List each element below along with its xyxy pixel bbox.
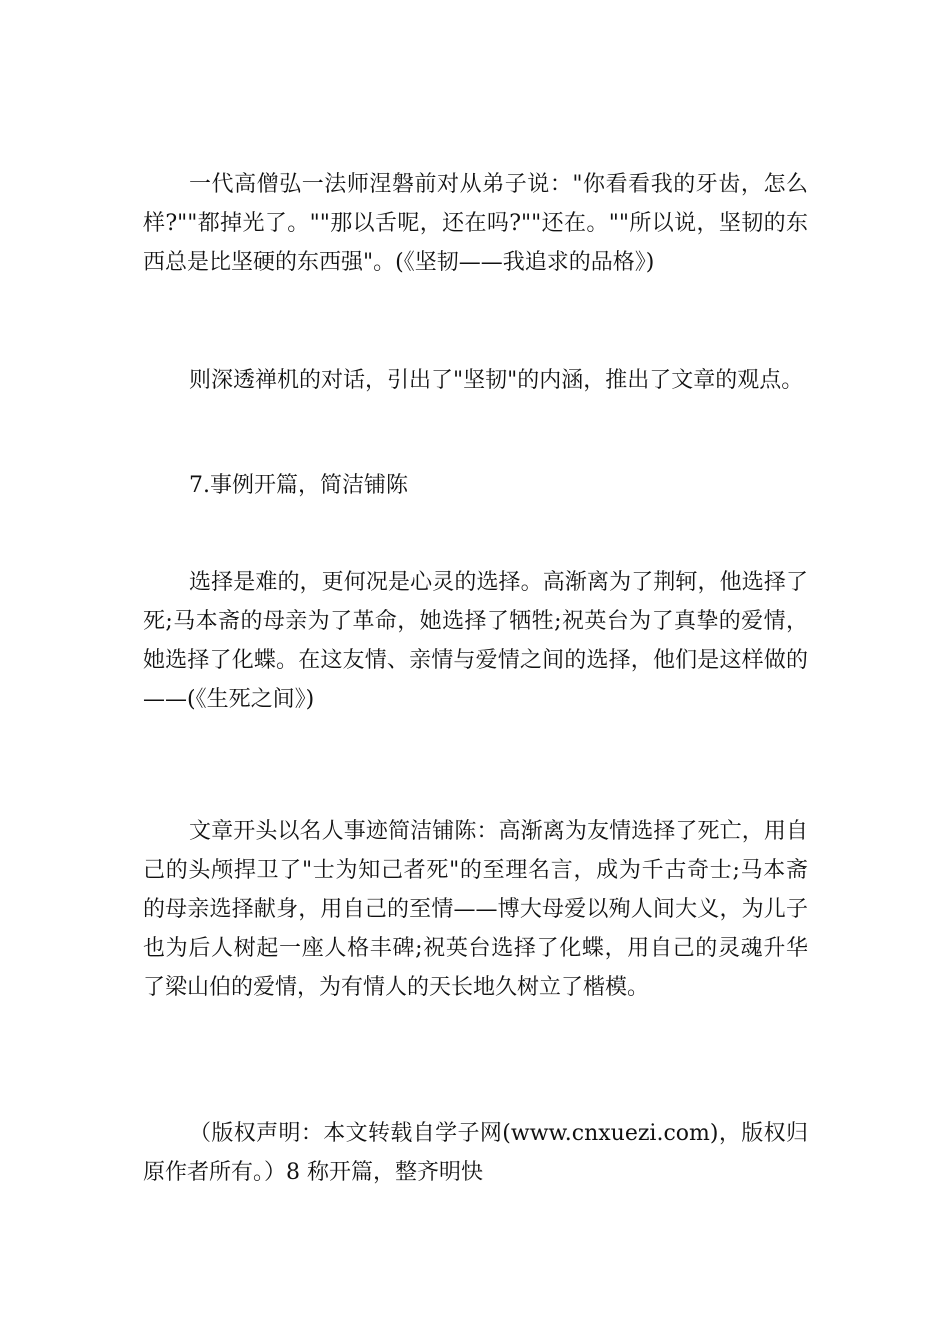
paragraph-commentary-2: 文章开头以名人事迹简洁铺陈：高渐离为友情选择了死亡，用自己的头颅捍卫了"士为知己者死"的至理名言，成为千古奇士;马本斋的母亲选择献身，用自己的至情——博大母爱以殉人间大义，为儿子也为后人树起一座人格丰碑;祝英台选择了化蝶，用自己的灵魂升华了梁山伯的爱情，为有情人的天长地久树立了楷模。 bbox=[143, 819, 808, 1000]
paragraph-commentary-1: 则深透禅机的对话，引出了"坚韧"的内涵，推出了文章的观点。 bbox=[189, 368, 804, 393]
paragraph-example-choice: 选择是难的，更何况是心灵的选择。高渐离为了荆轲，他选择了死;马本斋的母亲为了革命，她选择了牺牲;祝英台为了真挚的爱情，她选择了化蝶。在这友情、亲情与爱情之间的选择，他们是这样做的——(《生死之间》) bbox=[143, 570, 808, 712]
document-page bbox=[143, 0, 808, 1344]
paragraph-quote-hongyi: 一代高僧弘一法师涅磐前对从弟子说："你看看我的牙齿，怎么样?""都掉光了。""那以舌呢，还在吗?""还在。""所以说，坚韧的东西总是比坚硬的东西强"。(《坚韧——我追求的品格》) bbox=[143, 172, 808, 275]
section-heading-7: 7.事例开篇，简洁铺陈 bbox=[189, 473, 408, 498]
paragraph-copyright-note: （版权声明：本文转载自学子网(www.cnxuezi.com)，版权归原作者所有。）8 称开篇，整齐明快 bbox=[143, 1121, 808, 1185]
